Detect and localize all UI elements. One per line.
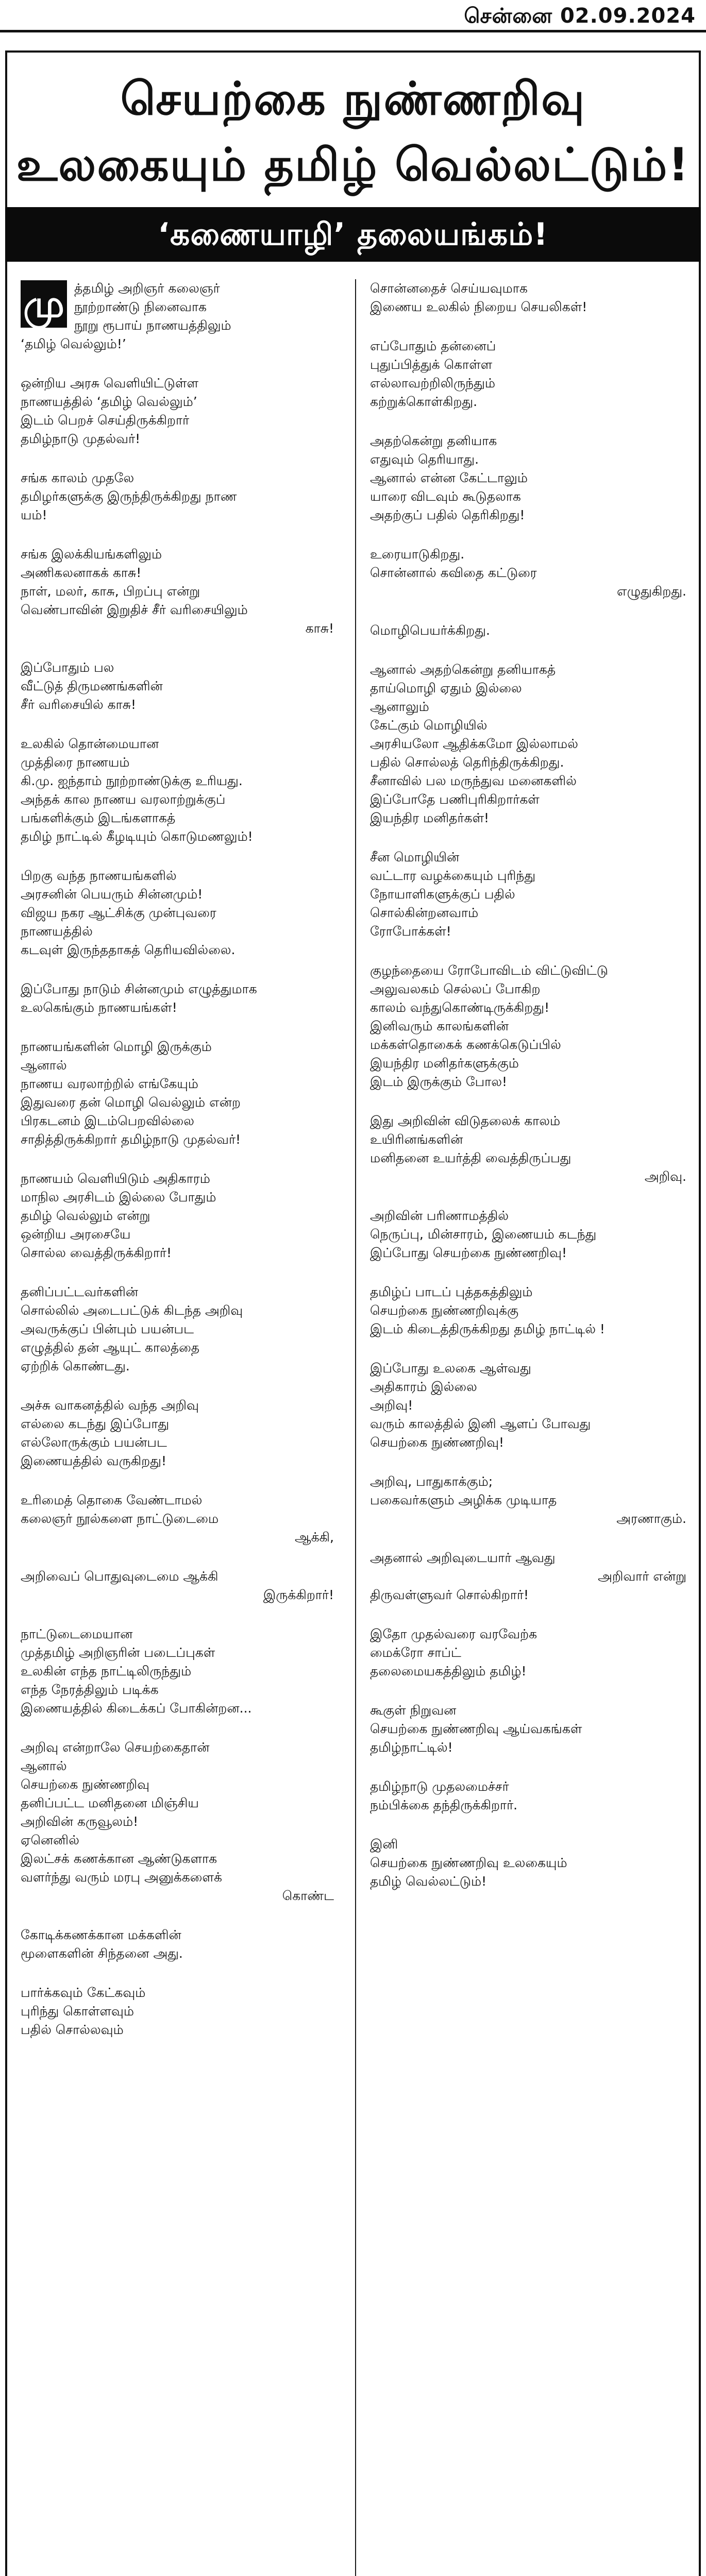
poem-line: இணையத்தில் வருகிறது!	[21, 1453, 166, 1468]
stanza	[370, 1549, 686, 1604]
drop-cap: மு	[21, 280, 67, 328]
poem-line: வீட்டுத் திருமணங்களின்	[21, 679, 163, 693]
poem-line: தமிழ்ப் பாடப் புத்தகத்திலும்	[370, 1284, 533, 1299]
poem-line: செயற்கை நுண்ணறிவு!	[370, 1435, 505, 1450]
poem-line: சொன்னால் கவிதை கட்டுரை	[370, 565, 537, 580]
poem-line: சொன்னதைச் செய்யவுமாக	[370, 281, 528, 296]
poem-line: வட்டார வழக்கையும் புரிந்து	[370, 868, 536, 883]
poem-line: எல்லை கடந்து இப்போது	[21, 1416, 170, 1431]
stanza	[21, 1283, 334, 1376]
poem-line: மனிதனை உயர்த்தி வைத்திருப்பது	[370, 1150, 571, 1165]
poem-line: அறிவு.	[644, 1169, 686, 1184]
poem-line: தனிப்பட்ட மனிதனை மிஞ்சிய	[21, 1795, 199, 1810]
poem-line: இணைய உலகில் நிறைய செயலிகள்!	[370, 299, 587, 314]
poem-line: அதற்கென்று தனியாக	[370, 433, 497, 448]
stanza	[21, 1984, 334, 2039]
poem-line: பதில் சொல்லவும்	[21, 2022, 124, 2037]
poem-line: தமிழ் நாட்டில் கீழடியும் கொடுமணலும்!	[21, 829, 253, 844]
poem-line: அரசனின் பெயரும் சின்னமும்!	[21, 887, 203, 902]
poem-line: அறிவு என்றாலே செயற்கைதான்	[21, 1740, 210, 1755]
stanza	[21, 545, 334, 638]
poem-line: ஏனெனில்	[21, 1833, 79, 1848]
poem-line: ஒன்றிய அரசு வெளியிட்டுள்ள	[21, 376, 199, 391]
stanza	[370, 279, 686, 316]
poem-line: மொழிபெயர்க்கிறது.	[370, 623, 490, 638]
poem-line: எந்த நேரத்திலும் படிக்க	[21, 1682, 159, 1697]
poem-line: அதனால் அறிவுடையார் ஆவது	[370, 1550, 556, 1565]
poem-line: அறிவைப் பொதுவுடைமை ஆக்கி	[21, 1569, 218, 1584]
poem-line: ஏற்றிக் கொண்டது.	[21, 1359, 130, 1374]
poem-line: நம்பிக்கை தந்திருக்கிறார்.	[370, 1798, 518, 1812]
poem-line: ஆக்கி,	[294, 1530, 334, 1545]
poem-line: நாணயத்தில் ‘தமிழ் வெல்லும்’	[21, 394, 197, 409]
poem-line: அந்தக் கால நாணய வரலாற்றுக்குப்	[21, 792, 226, 807]
poem-line: எல்லாவற்றிலிருந்தும்	[370, 376, 495, 391]
poem-line: மக்கள்தொகைக் கணக்கெடுப்பில்	[370, 1037, 561, 1052]
editorial-band	[5, 207, 701, 262]
poem-line: எழுத்தில் தன் ஆயுட் காலத்தை	[21, 1340, 200, 1355]
stanza	[370, 1112, 686, 1186]
poem-line: செயற்கை நுண்ணறிவுக்கு	[370, 1303, 519, 1318]
poem-line: இடம் பெறச் செய்திருக்கிறார்	[21, 413, 190, 428]
poem-line: நாட்டுடைமையான	[21, 1626, 133, 1641]
poem-line: வரும் காலத்தில் இனி ஆளப் போவது	[370, 1416, 591, 1431]
stanza	[370, 1701, 686, 1757]
poem-line: தமிழ் வெல்லட்டும்!	[370, 1874, 487, 1889]
dateline-text: சென்னை 02.09.2024	[464, 4, 696, 28]
poem-line: ஆனாலும்	[370, 699, 429, 714]
poem-line: தமிழ்நாடு முதலமைச்சர்	[370, 1779, 509, 1794]
poem-line: குழந்தையை ரோபோவிடம் விட்டுவிட்டு	[370, 963, 609, 978]
stanza	[21, 1926, 334, 1963]
poem-line: இப்போதே பணிபுரிகிறார்கள்	[370, 792, 540, 807]
stanza	[21, 1038, 334, 1149]
poem-line: நாணயத்தில்	[21, 924, 93, 939]
stanza	[21, 374, 334, 448]
poem-line: அதற்குப் பதில் தெரிகிறது!	[370, 507, 525, 522]
stanza	[21, 1567, 334, 1604]
stanza	[370, 1777, 686, 1815]
poem-line: அச்சு வாகனத்தில் வந்த அறிவு	[21, 1398, 199, 1413]
right-column	[364, 279, 694, 1911]
poem-line: இயந்திர மனிதர்களுக்கும்	[370, 1056, 519, 1071]
poem-line: நூறு ரூபாய் நாணயத்திலும்	[74, 318, 231, 333]
article-frame	[5, 50, 701, 2576]
poem-line: சீர் வரிசையில் காசு!	[21, 697, 137, 712]
poem-line: இப்போதும் பல	[21, 660, 114, 675]
stanza	[21, 980, 334, 1017]
poem-line: புதுப்பித்துக் கொள்ள	[370, 357, 493, 372]
poem-line: த்தமிழ் அறிஞர் கலைஞர்	[74, 281, 220, 296]
poem-line: உரையாடுகிறது.	[370, 547, 465, 562]
poem-line: முத்திரை நாணயம்	[21, 755, 130, 770]
stanza	[21, 1738, 334, 1905]
poem-line: கடவுள் இருந்ததாகத் தெரியவில்லை.	[21, 942, 236, 957]
stanza	[370, 1283, 686, 1338]
stanza	[21, 735, 334, 846]
poem-line: இடம் கிடைத்திருக்கிறது தமிழ் நாட்டில் !	[370, 1321, 605, 1336]
poem-line: ஒன்றிய அரசையே	[21, 1227, 131, 1242]
poem-line: தமிழ் வெல்லும் என்று	[21, 1208, 150, 1223]
poem-line: செயற்கை நுண்ணறிவு ஆய்வகங்கள்	[370, 1721, 582, 1736]
poem-line: காலம் வந்துகொண்டிருக்கிறது!	[370, 1000, 550, 1015]
poem-line: அறிவு!	[370, 1398, 413, 1413]
poem-line: மாநில அரசிடம் இல்லை போதும்	[21, 1190, 216, 1205]
column-divider	[355, 279, 356, 2576]
poem-line: பிறகு வந்த நாணயங்களில்	[21, 868, 177, 883]
poem-line: விஜய நகர ஆட்சிக்கு முன்புவரை	[21, 905, 216, 920]
stanza	[21, 1170, 334, 1262]
poem-line: மூளைகளின் சிந்தனை அது.	[21, 1946, 183, 1961]
poem-line: கொண்ட	[282, 1888, 334, 1903]
poem-line: வெண்பாவின் இறுதிச் சீர் வரிசையிலும்	[21, 602, 248, 617]
poem-line: காசு!	[305, 621, 334, 636]
poem-line: நாணயம் வெளியிடும் அதிகாரம்	[21, 1171, 210, 1186]
poem-line: இனிவரும் காலங்களின்	[370, 1019, 509, 1033]
poem-line: நாள், மலர், காசு, பிறப்பு என்று	[21, 584, 200, 599]
poem-line: இதோ முதல்வரை வரவேற்க	[370, 1626, 537, 1641]
poem-line: ஆனால்	[21, 1758, 67, 1773]
poem-line: தமிழ்நாட்டில்!	[370, 1740, 453, 1755]
poem-line: அவருக்குப் பின்பும் பயன்பட	[21, 1321, 194, 1336]
poem-line: சங்க காலம் முதலே	[21, 470, 135, 485]
stanza	[370, 1207, 686, 1262]
poem-line: இது அறிவின் விடுதலைக் காலம்	[370, 1113, 561, 1128]
poem-line: எப்போதும் தன்னைப்	[370, 338, 496, 353]
stanza	[21, 1625, 334, 1718]
poem-line: நூற்றாண்டு நினைவாக	[74, 299, 207, 314]
headline-line-1: செயற்கை நுண்ணறிவு	[120, 72, 586, 125]
poem-line: உலகில் தொன்மையான	[21, 736, 159, 751]
dateline-rule	[0, 30, 706, 32]
stanza	[21, 658, 334, 714]
stanza	[370, 337, 686, 411]
poem-line: இருக்கிறார்!	[263, 1587, 334, 1602]
poem-line: அணிகலனாகக் காசு!	[21, 565, 142, 580]
poem-line: சொல்கின்றனவாம்	[370, 905, 479, 920]
poem-line: சாதித்திருக்கிறார் தமிழ்நாடு முதல்வர்!	[21, 1132, 241, 1147]
poem-line: இடம் இருக்கும் போல!	[370, 1074, 508, 1089]
poem-line: உயிரினங்களின்	[370, 1132, 463, 1147]
poem-line: அறிவின் கருவூலம்!	[21, 1814, 139, 1829]
poem-line: தமிழ்நாடு முதல்வர்!	[21, 431, 141, 446]
poem-line: கி.மு. ஐந்தாம் நூற்றாண்டுக்கு உரியது.	[21, 773, 243, 788]
poem-line: உலகின் எந்த நாட்டிலிருந்தும்	[21, 1664, 192, 1679]
poem-line: பகைவர்களும் அழிக்க முடியாத	[370, 1493, 557, 1507]
poem-line: இப்போது உலகை ஆள்வது	[370, 1361, 531, 1376]
poem-line: அரணாகும்.	[616, 1511, 686, 1526]
stanza	[370, 660, 686, 827]
stanza	[370, 1835, 686, 1891]
poem-line: கற்றுக்கொள்கிறது.	[370, 394, 478, 409]
stanza	[21, 867, 334, 959]
dateline	[0, 0, 706, 30]
poem-line: யம்!	[21, 507, 47, 522]
stanza	[21, 469, 334, 524]
poem-line: சீன மொழியின்	[370, 850, 460, 865]
poem-line: செயற்கை நுண்ணறிவு	[21, 1777, 150, 1792]
headline	[12, 68, 694, 196]
poem-line: ஆனால்	[21, 1058, 67, 1073]
poem-line: இணையத்தில் கிடைக்கப் போகின்றன...	[21, 1701, 252, 1716]
poem-line: நெருப்பு, மின்சாரம், இணையம் கடந்து	[370, 1227, 597, 1242]
poem-line: சீனாவில் பல மருந்துவ மனைகளில்	[370, 773, 577, 788]
stanza	[370, 961, 686, 1091]
poem-line: யாரை விடவும் கூடுதலாக	[370, 489, 521, 504]
poem-line: செயற்கை நுண்ணறிவு உலகையும்	[370, 1855, 567, 1870]
stanza	[21, 279, 334, 353]
poem-line: நாணய வரலாற்றில் எங்கேயும்	[21, 1076, 198, 1091]
poem-line: தலைமையகத்திலும் தமிழ்!	[370, 1664, 527, 1679]
poem-line: பங்களிக்கும் இடங்களாகத்	[21, 810, 176, 825]
poem-line: நாணயங்களின் மொழி இருக்கும்	[21, 1039, 212, 1054]
poem-line: சொல்லில் அடைபட்டுக் கிடந்த அறிவு	[21, 1303, 243, 1318]
poem-line: உரிமைத் தொகை வேண்டாமல்	[21, 1493, 203, 1507]
poem-line: புரிந்து கொள்ளவும்	[21, 2004, 134, 2019]
editorial-band-text: ‘கணையாழி’ தலையங்கம்!	[158, 216, 548, 252]
poem-line: எழுதுகிறது.	[616, 584, 686, 599]
poem-line: இலட்சக் கணக்கான ஆண்டுகளாக	[21, 1851, 217, 1866]
stanza	[370, 545, 686, 601]
poem-line: அரசியலோ ஆதிக்கமோ இல்லாமல்	[370, 736, 578, 751]
poem-line: கோடிக்கணக்கான மக்களின்	[21, 1927, 181, 1942]
poem-line: மைக்ரோ சாப்ட்	[370, 1645, 461, 1660]
poem-line: அறிவார் என்று	[598, 1569, 686, 1584]
poem-line: நோயாளிகளுக்குப் பதில்	[370, 887, 515, 902]
poem-line: ‘தமிழ் வெல்லும்!’	[21, 336, 126, 351]
poem-line: ரோபோக்கள்!	[370, 924, 451, 939]
poem-line: கேட்கும் மொழியில்	[370, 718, 488, 733]
stanza	[370, 1359, 686, 1452]
stanza	[370, 1625, 686, 1681]
stanza	[370, 1472, 686, 1528]
stanza	[21, 1491, 334, 1547]
poem-line: திருவள்ளுவர் சொல்கிறார்!	[370, 1587, 529, 1602]
poem-line: உலகெங்கும் நாணயங்கள்!	[21, 1000, 177, 1015]
stanza	[370, 848, 686, 941]
headline-line-2: உலகையும் தமிழ் வெல்லட்டும்!	[16, 138, 690, 191]
poem-line: பதில் சொல்லத் தெரிந்திருக்கிறது.	[370, 755, 564, 770]
poem-line: அறிவின் பரிணாமத்தில்	[370, 1208, 509, 1223]
poem-line: இதுவரை தன் மொழி வெல்லும் என்ற	[21, 1095, 241, 1110]
poem-line: சொல்ல வைத்திருக்கிறார்!	[21, 1245, 172, 1260]
poem-line: அலுவலகம் செல்லப் போகிற	[370, 981, 541, 996]
poem-line: ஆனால் என்ன கேட்டாலும்	[370, 470, 528, 485]
poem-line: பார்க்கவும் கேட்கவும்	[21, 1985, 146, 2000]
poem-line: முத்தமிழ் அறிஞரின் படைப்புகள்	[21, 1645, 215, 1660]
poem-line: எதுவும் தெரியாது.	[370, 452, 479, 467]
stanza	[21, 1396, 334, 1470]
poem-line: சங்க இலக்கியங்களிலும்	[21, 547, 162, 562]
poem-line: ஆனால் அதற்கென்று தனியாகத்	[370, 662, 556, 677]
poem-line: கூகுள் நிறுவன	[370, 1703, 457, 1718]
poem-line: இயந்திர மனிதர்கள்!	[370, 810, 490, 825]
poem-line: எல்லோருக்கும் பயன்பட	[21, 1435, 167, 1450]
poem-line: இப்போது நாடும் சின்னமும் எழுத்துமாக	[21, 981, 257, 996]
stanza	[370, 621, 686, 640]
poem-line: அதிகாரம் இல்லை	[370, 1379, 477, 1394]
poem-line: வளர்ந்து வரும் மரபு அனுக்களைக்	[21, 1870, 222, 1885]
poem-line: இனி	[370, 1837, 398, 1852]
poem-line: அறிவு, பாதுகாக்கும்;	[370, 1474, 493, 1489]
poem-line: தனிப்பட்டவர்களின்	[21, 1284, 139, 1299]
poem-line: கலைஞர் நூல்களை நாட்டுடைமை	[21, 1511, 219, 1526]
poem-line: இப்போது செயற்கை நுண்ணறிவு!	[370, 1245, 567, 1260]
poem-line: தாய்மொழி ஏதும் இல்லை	[370, 681, 522, 696]
poem-line: தமிழர்களுக்கு இருந்திருக்கிறது நாண	[21, 489, 237, 504]
poem-line: பிரகடனம் இடம்பெறவில்லை	[21, 1113, 194, 1128]
left-column	[7, 279, 342, 2060]
stanza	[370, 432, 686, 524]
